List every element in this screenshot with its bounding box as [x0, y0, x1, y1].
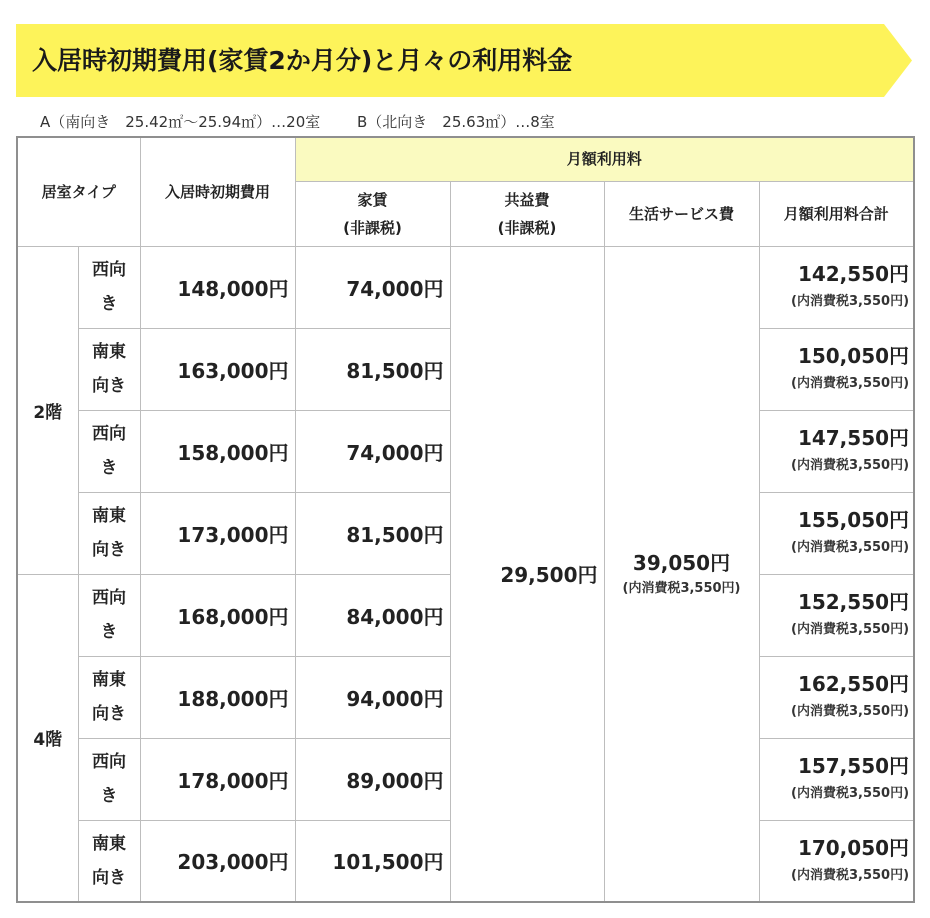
direction-line1: 南東	[92, 506, 126, 526]
service-fee-amount: 39,050円	[632, 550, 731, 575]
header-rent	[295, 181, 450, 246]
direction-line2: き	[100, 622, 118, 642]
monthly-total-tax: (内消費税3,550円)	[791, 622, 910, 637]
monthly-total-cell	[759, 410, 914, 492]
monthly-total-tax: (内消費税3,550円)	[791, 867, 910, 883]
page-title: 入居時初期費用(家賃2か月分)と月々の利用料金	[32, 46, 573, 75]
direction-line1: 南東	[92, 342, 126, 362]
direction-line2: き	[100, 294, 118, 314]
initial-cost-cell: 173,000円	[140, 492, 295, 574]
initial-cost-cell: 168,000円	[140, 574, 295, 656]
direction-cell	[78, 574, 140, 656]
direction-line2: 向き	[92, 376, 126, 396]
monthly-total-amount: 155,050円	[797, 508, 910, 532]
floor-label: 2階	[17, 246, 78, 574]
rent-cell: 81,500円	[295, 492, 450, 574]
rent-cell: 89,000円	[295, 738, 450, 820]
monthly-total-tax: (内消費税3,550円)	[791, 704, 910, 719]
monthly-total-amount: 157,550円	[797, 754, 910, 778]
direction-line1: 南東	[92, 833, 126, 854]
header-monthly-fee: 月額利用料	[295, 137, 914, 181]
direction-cell	[78, 492, 140, 574]
initial-cost-cell: 148,000円	[140, 246, 295, 328]
service-fee-tax: (内消費税3,550円)	[622, 580, 741, 596]
monthly-total-tax: (内消費税3,550円)	[791, 540, 910, 555]
header-room-type: 居室タイプ	[17, 137, 140, 246]
monthly-total-amount: 170,050円	[797, 835, 910, 860]
direction-line1: 西向	[92, 752, 126, 772]
monthly-total-cell	[759, 246, 914, 328]
direction-cell	[78, 328, 140, 410]
monthly-total-tax: (内消費税3,550円)	[791, 458, 910, 473]
initial-cost-cell: 203,000円	[140, 820, 295, 902]
initial-cost-cell: 178,000円	[140, 738, 295, 820]
initial-cost-cell: 163,000円	[140, 328, 295, 410]
room-type-b: B（北向き 25.63㎡）…8室	[357, 113, 555, 131]
direction-line2: 向き	[92, 540, 126, 560]
floor-label: 4階	[17, 574, 78, 902]
rent-cell: 74,000円	[295, 410, 450, 492]
common-fee-cell: 29,500円	[450, 246, 604, 902]
initial-cost-cell: 158,000円	[140, 410, 295, 492]
direction-cell	[78, 738, 140, 820]
header-initial-cost: 入居時初期費用	[140, 137, 295, 246]
direction-cell	[78, 410, 140, 492]
service-fee-cell	[604, 246, 759, 902]
rent-cell: 81,500円	[295, 328, 450, 410]
direction-cell	[78, 820, 140, 902]
rent-cell: 101,500円	[295, 820, 450, 902]
initial-cost-cell: 188,000円	[140, 656, 295, 738]
header-rent-note: (非課税)	[343, 218, 402, 237]
monthly-total-amount: 152,550円	[797, 590, 910, 614]
header-rent-label: 家賃	[357, 190, 388, 209]
direction-line2: き	[100, 458, 118, 478]
direction-cell	[78, 656, 140, 738]
monthly-total-tax: (内消費税3,550円)	[791, 786, 910, 801]
direction-cell	[78, 246, 140, 328]
monthly-total-amount: 147,550円	[797, 426, 910, 450]
monthly-total-tax: (内消費税3,550円)	[791, 376, 910, 391]
header-service: 生活サービス費	[604, 181, 759, 246]
monthly-total-cell	[759, 820, 914, 902]
header-common-label: 共益費	[504, 190, 550, 209]
monthly-total-cell	[759, 492, 914, 574]
monthly-total-amount: 150,050円	[797, 344, 910, 368]
room-type-summary	[40, 111, 587, 132]
monthly-total-cell	[759, 656, 914, 738]
monthly-total-amount: 162,550円	[797, 672, 910, 696]
rent-cell: 74,000円	[295, 246, 450, 328]
direction-line1: 西向	[92, 260, 126, 280]
direction-line2: き	[100, 786, 118, 806]
direction-line2: 向き	[92, 867, 126, 888]
direction-line1: 南東	[92, 670, 126, 690]
table-row	[17, 246, 914, 328]
monthly-total-cell	[759, 328, 914, 410]
direction-line2: 向き	[92, 704, 126, 724]
monthly-total-tax: (内消費税3,550円)	[791, 294, 910, 309]
monthly-total-amount: 142,550円	[797, 262, 910, 286]
header-common-note: (非課税)	[497, 218, 557, 237]
header-common-fee	[450, 181, 604, 246]
rent-cell: 94,000円	[295, 656, 450, 738]
header-monthly-total: 月額利用料合計	[759, 181, 914, 246]
monthly-total-cell	[759, 738, 914, 820]
direction-line1: 西向	[92, 424, 126, 444]
monthly-total-cell	[759, 574, 914, 656]
direction-line1: 西向	[92, 588, 126, 608]
title-banner	[16, 24, 912, 97]
room-type-a: A（南向き 25.42㎡～25.94㎡）…20室	[40, 113, 321, 131]
rent-cell: 84,000円	[295, 574, 450, 656]
fee-table	[16, 136, 915, 903]
